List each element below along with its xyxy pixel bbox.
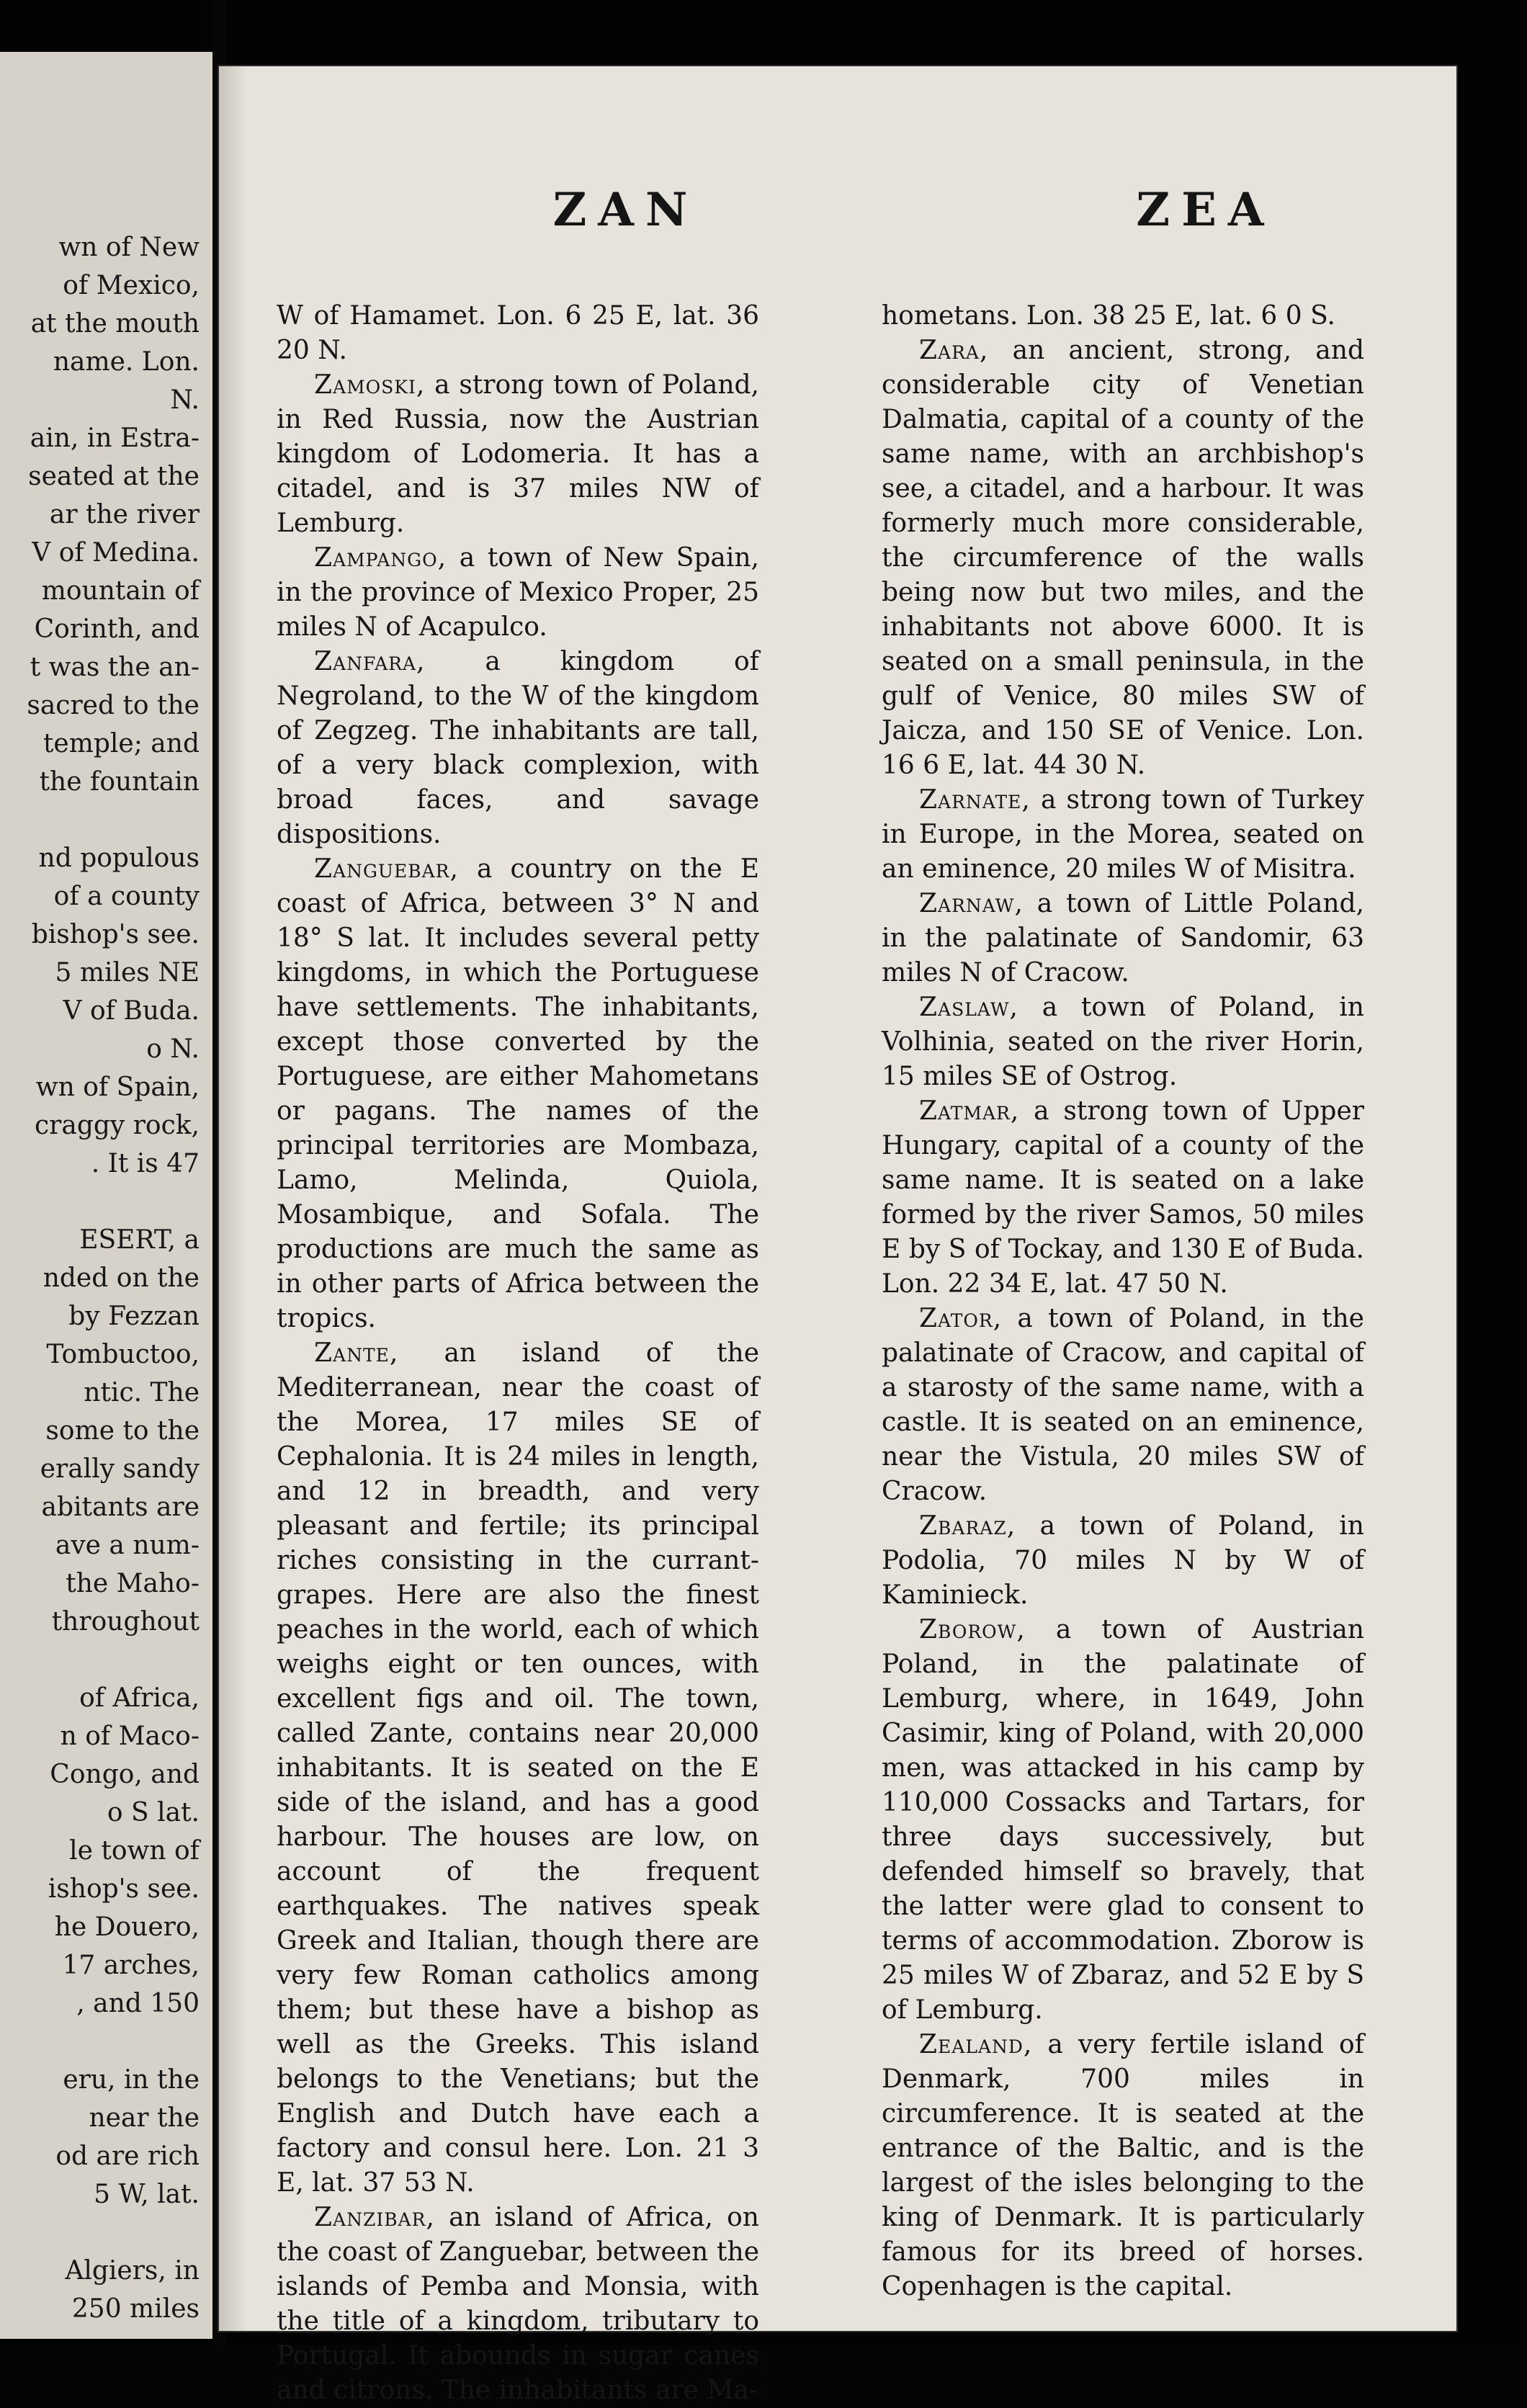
entry-text: a strong town of Upper Hungary, capital of a county of the same name. It is seated on a lake formed by the river Samos, 50 miles E by S of Tockay, and 130 E of Buda. Lon. 22 34 E, lat. 47 50 N. [882,1096,1364,1299]
left-page-fragment-line: near the [89,2103,200,2133]
dictionary-entry [277,645,759,852]
entry-text: hometans. Lon. 38 25 E, lat. 6 0 S. [882,301,1335,331]
entry-headword: Zamoski, [314,370,426,400]
entry-headword: Zborow, [919,1615,1026,1644]
left-page-fragment-line: craggy rock, [34,1111,200,1140]
left-page-fragment-line: N. [170,385,200,415]
entry-headword: Zanguebar, [314,854,459,884]
left-page-fragment-line: he Douero, [54,1912,200,1942]
dictionary-entry [277,541,759,645]
left-page-fragment-line: 250 miles [71,2294,200,2324]
left-page-fragment-line: V of Buda. [63,996,200,1026]
dictionary-entry [882,334,1364,783]
left-page-fragment-line: sacred to the [27,691,200,720]
left-page-fragment-line: mountain of [41,576,200,606]
entry-text: a town of Little Poland, in the palatinate of Sandomir, 63 miles N of Cracow. [882,889,1364,988]
left-page-fragment-line: of Mexico, [63,271,200,300]
left-page-fragment-line: the fountain [39,767,200,797]
left-page-fragment-line: at the mouth [30,309,200,339]
entry-headword: Zaslaw, [919,993,1018,1022]
running-header-right: ZEA [1136,183,1276,237]
left-page-fragment-line: abitants are [41,1492,200,1522]
entry-headword: Zanfara, [314,647,426,676]
entry-text: a town of Austrian Poland, in the palatinate of Lemburg, where, in 1649, John Casimir, king of Poland, with 20,000 men, was attacked in his camp by 110,000 Cossacks and Tartars, for three days successively, but defended himself so bravely, that the latter were glad to consent to terms of accommodation. Zborow is 25 miles W of Zbaraz, and 52 E by S of Lemburg. [882,1615,1364,2025]
left-page-fragment-line: 17 arches, [62,1951,200,1980]
left-page-fragment [0,52,220,2339]
left-page-fragment-line: ave a num- [55,1531,200,1560]
left-page-fragment-line: le town of [69,1836,200,1866]
left-page-fragment-line: ar the river [49,500,200,529]
left-page-fragment-line: V of Medina. [32,538,200,568]
page-binding-shadow [219,66,248,2331]
left-page-fragment-line: wn of New [58,233,200,262]
entry-text: a town of Poland, in Podolia, 70 miles N by W of Kaminieck. [882,1511,1364,1610]
entry-headword: Zante, [314,1338,399,1368]
entry-headword: Zarnaw, [919,889,1024,918]
dictionary-column-right [882,299,1364,2301]
left-page-fragment-line: od are rich [55,2141,200,2171]
left-page-fragment-line: ESERT, a [79,1225,200,1255]
entry-headword: Zara, [919,336,989,365]
left-page-fragment-line: eru, in the [63,2065,200,2095]
entry-text: an ancient, strong, and considerable city of Venetian Dalmatia, capital of a county of the same name, with an archbishop's see, a citadel, and a harbour. It was formerly much more considerable, the circumference of the walls being now but two miles, and the inhabitants not above 6000. It is seated on a small peninsula, in the gulf of Venice, 80 miles SW of Jaicza, and 150 SE of Venice. Lon. 16 6 E, lat. 44 30 N. [882,336,1364,780]
left-page-fragment-line: name. Lon. [53,347,200,377]
dictionary-entry [882,1613,1364,2028]
dictionary-column-left [277,299,759,2405]
left-page-fragment-line: the Maho- [66,1569,200,1598]
left-page-fragment-line: temple; and [42,729,200,758]
entry-headword: Zanzibar, [314,2203,435,2232]
left-page-fragment-line: nd populous [38,843,200,873]
dictionary-entry [882,2028,1364,2304]
left-page-fragment-line: throughout [51,1607,200,1637]
entry-text: a town of Poland, in the palatinate of Cracow, and capital of a starosty of the same name, with a castle. It is seated on an eminence, near the Vistula, 20 miles SW of Cracow. [882,1304,1364,1506]
entry-text: a kingdom of Negroland, to the W of the kingdom of Zegzeg. The inhabitants are tall, of a very black complexion, with broad faces, and savage dispositions. [277,647,759,849]
left-page-fragment-line: . It is 47 [91,1149,200,1178]
left-page-fragment-line: by Fezzan [68,1302,200,1331]
left-page-fragment-line: ain, in Estra- [30,424,200,453]
dictionary-entry [882,887,1364,990]
left-page-fragment-line: Congo, and [50,1760,200,1789]
left-page-fragment-line: Algiers, in [65,2256,200,2286]
left-page-fragment-line: o N. [146,1034,200,1064]
entry-text: an island of Africa, on the coast of Zanguebar, between the islands of Pemba and Monsia, with the title of a kingdom, tributary to Portugal. It abounds in sugar canes and citrons. The inhabitants are Ma- [277,2203,759,2405]
dictionary-entry [277,1336,759,2201]
running-header-left: ZAN [552,183,699,237]
dictionary-entry [277,299,759,368]
left-page-fragment-line: Tombuctoo, [46,1340,200,1369]
left-page-fragment-line: Corinth, and [34,614,200,644]
left-page-fragment-line: 5 miles NE [55,958,200,988]
dictionary-entry [277,852,759,1336]
entry-headword: Zarnate, [919,785,1031,815]
left-page-fragment-line: seated at the [28,462,200,491]
entry-text: a very fertile island of Denmark, 700 miles in circumference. It is seated at the entrance of the Baltic, and is the largest of the isles belonging to the king of Denmark. It is particularly famous for its breed of horses. Copenhagen is the capital. [882,2030,1364,2301]
left-page-fragment-line: some to the [45,1416,200,1446]
dictionary-entry [882,990,1364,1094]
left-page-fragment-line: of a county [53,882,200,911]
dictionary-entry [277,2201,759,2408]
entry-headword: Zator, [919,1304,1003,1333]
dictionary-entry [882,1094,1364,1302]
left-page-fragment-line: bishop's see. [31,920,200,949]
left-page-fragment-line: o S lat. [107,1798,200,1827]
entry-text: a country on the E coast of Africa, between 3° N and 18° S lat. It includes several petty kingdoms, in which the Portuguese have settlements. The inhabitants, except those converted by the Portuguese, are either Mahometans or pagans. The names of the principal territories are Mombaza, Lamo, Melinda, Quiola, Mosambique, and Sofala. The productions are much the same as in other parts of Africa between the tropics. [277,854,759,1333]
entry-text: a town of New Spain, in the province of Mexico Proper, 25 miles N of Acapulco. [277,543,759,642]
entry-headword: Zealand, [919,2030,1033,2059]
entry-headword: Zbaraz, [919,1511,1016,1541]
left-page-fragment-line: , and 150 [76,1989,200,2018]
dictionary-entry [277,368,759,541]
left-page-fragment-line: 5 W, lat. [94,2180,200,2209]
left-page-fragment-line: nded on the [42,1263,200,1293]
left-page-fragment-line: ntic. The [84,1378,200,1407]
entry-headword: Zatmar, [919,1096,1020,1126]
entry-text: a town of Poland, in Volhinia, seated on the river Horin, 15 miles SE of Ostrog. [882,993,1364,1091]
dictionary-entry [882,783,1364,887]
right-page [218,65,1458,2405]
dictionary-entry [882,1509,1364,1613]
left-page-fragment-line: wn of Spain, [35,1073,200,1102]
dictionary-entry [882,299,1364,334]
entry-text: an island of the Mediterranean, near the coast of the Morea, 17 miles SE of Cephalonia. It is 24 miles in length, and 12 in breadth, and very pleasant and fertile; its principal riches consisting in the currant-grapes. Here are also the finest peaches in the world, each of which weighs eight or ten ounces, with excellent figs and oil. The town, called Zante, contains near 20,000 inhabitants. It is seated on the E side of the island, and has a good harbour. The houses are low, on account of the frequent earthquakes. The natives speak Greek and Italian, though there are very few Roman catholics among them; but these have a bishop as well as the Greeks. This island belongs to the Venetians; but the English and Dutch have each a factory and consul here. Lon. 21 3 E, lat. 37 53 N. [277,1338,759,2198]
left-page-fragment-line: n of Maco- [60,1722,200,1751]
left-page-fragment-line: ishop's see. [48,1874,200,1904]
entry-text: a strong town of Poland, in Red Russia, now the Austrian kingdom of Lodomeria. It has a citadel, and is 37 miles NW of Lemburg. [277,370,759,538]
entry-text: a strong town of Turkey in Europe, in the Morea, seated on an eminence, 20 miles W of Misitra. [882,785,1364,884]
left-page-fragment-line: erally sandy [40,1454,200,1484]
left-page-fragment-line: t was the an- [30,653,200,682]
left-page-fragment-line: of Africa, [79,1683,200,1713]
dictionary-entry [882,1302,1364,1509]
entry-text: W of Hamamet. Lon. 6 25 E, lat. 36 20 N. [277,301,759,365]
entry-headword: Zampango, [314,543,447,573]
